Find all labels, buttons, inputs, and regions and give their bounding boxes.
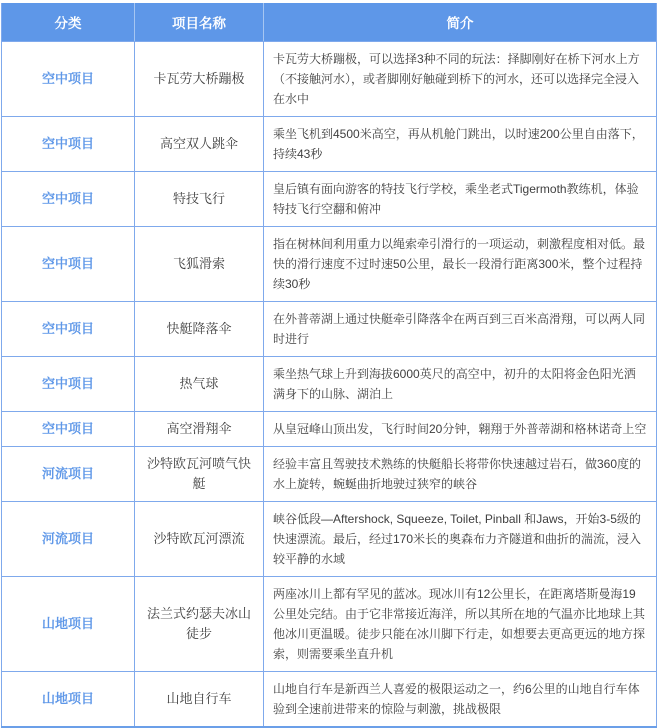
intro-cell: 两座冰川上都有罕见的蓝冰。现冰川有12公里长，在距离塔斯曼海19公里处完结。由于它非常接近海洋，所以其所在地的气温亦比地球上其他冰川更温暖。徒步只能在冰川脚下行走，如想要去更高更远的地方探索，则需要乘坐直升机 bbox=[264, 577, 657, 672]
name-cell: 高空双人跳伞 bbox=[135, 117, 264, 172]
table-row bbox=[2, 117, 657, 172]
name-cell: 卡瓦劳大桥蹦极 bbox=[135, 42, 264, 117]
category-cell: 空中项目 bbox=[2, 227, 135, 302]
table-row bbox=[2, 502, 657, 577]
intro-cell: 经验丰富且驾驶技术熟练的快艇船长将带你快速越过岩石，做360度的水上旋转，蜿蜒曲折地驶过狭窄的峡谷 bbox=[264, 447, 657, 502]
category-cell: 空中项目 bbox=[2, 302, 135, 357]
category-cell: 河流项目 bbox=[2, 447, 135, 502]
intro-cell: 卡瓦劳大桥蹦极，可以选择3种不同的玩法：择脚刚好在桥下河水上方（不接触河水），或者脚刚好触碰到桥下的河水，还可以选择完全浸入在水中 bbox=[264, 42, 657, 117]
category-cell: 空中项目 bbox=[2, 117, 135, 172]
category-cell: 空中项目 bbox=[2, 172, 135, 227]
header-cell-category: 分类 bbox=[2, 3, 135, 42]
header-cell-name: 项目名称 bbox=[135, 3, 264, 42]
name-cell: 特技飞行 bbox=[135, 172, 264, 227]
category-cell: 空中项目 bbox=[2, 42, 135, 117]
intro-cell: 山地自行车是新西兰人喜爱的极限运动之一，约6公里的山地自行车体验到全速前进带来的惊险与刺激，挑战极限 bbox=[264, 672, 657, 728]
name-cell: 沙特欧瓦河漂流 bbox=[135, 502, 264, 577]
header-cell-intro: 简介 bbox=[264, 3, 657, 42]
name-cell: 热气球 bbox=[135, 357, 264, 412]
category-cell: 河流项目 bbox=[2, 502, 135, 577]
category-cell: 山地项目 bbox=[2, 672, 135, 728]
table-row bbox=[2, 577, 657, 672]
intro-cell: 皇后镇有面向游客的特技飞行学校，乘坐老式Tigermoth教练机，体验特技飞行空翻和俯冲 bbox=[264, 172, 657, 227]
name-cell: 沙特欧瓦河喷气快艇 bbox=[135, 447, 264, 502]
name-cell: 飞狐滑索 bbox=[135, 227, 264, 302]
intro-cell: 峡谷低段—Aftershock, Squeeze, Toilet, Pinball 和Jaws，开始3-5级的快速漂流。最后，经过170米长的奥森布力齐隧道和曲折的湍流，浸入较平静的水域 bbox=[264, 502, 657, 577]
intro-cell: 乘坐飞机到4500米高空，再从机舱门跳出，以时速200公里自由落下，持续43秒 bbox=[264, 117, 657, 172]
table-row bbox=[2, 227, 657, 302]
name-cell: 法兰式约瑟夫冰山徒步 bbox=[135, 577, 264, 672]
intro-cell: 从皇冠峰山顶出发，飞行时间20分钟，翱翔于外普蒂湖和格林诺奇上空 bbox=[264, 412, 657, 447]
table-row bbox=[2, 412, 657, 447]
table-row bbox=[2, 302, 657, 357]
table-row bbox=[2, 42, 657, 117]
category-cell: 空中项目 bbox=[2, 412, 135, 447]
intro-cell: 在外普蒂湖上通过快艇牵引降落伞在两百到三百米高滑翔，可以两人同时进行 bbox=[264, 302, 657, 357]
header-row bbox=[2, 3, 657, 42]
intro-cell: 乘坐热气球上升到海拔6000英尺的高空中，初升的太阳将金色阳光洒满身下的山脉、湖泊上 bbox=[264, 357, 657, 412]
name-cell: 山地自行车 bbox=[135, 672, 264, 728]
activity-table-page bbox=[1, 3, 657, 728]
name-cell: 快艇降落伞 bbox=[135, 302, 264, 357]
table-row bbox=[2, 357, 657, 412]
table-body bbox=[2, 42, 657, 728]
table-header bbox=[2, 3, 657, 42]
category-cell: 山地项目 bbox=[2, 577, 135, 672]
category-cell: 空中项目 bbox=[2, 357, 135, 412]
intro-cell: 指在树林间利用重力以绳索牵引滑行的一项运动，刺激程度相对低。最快的滑行速度不过时速50公里，最长一段滑行距离300米，整个过程持续30秒 bbox=[264, 227, 657, 302]
activities-table bbox=[1, 3, 657, 728]
table-row bbox=[2, 172, 657, 227]
table-row bbox=[2, 447, 657, 502]
name-cell: 高空滑翔伞 bbox=[135, 412, 264, 447]
